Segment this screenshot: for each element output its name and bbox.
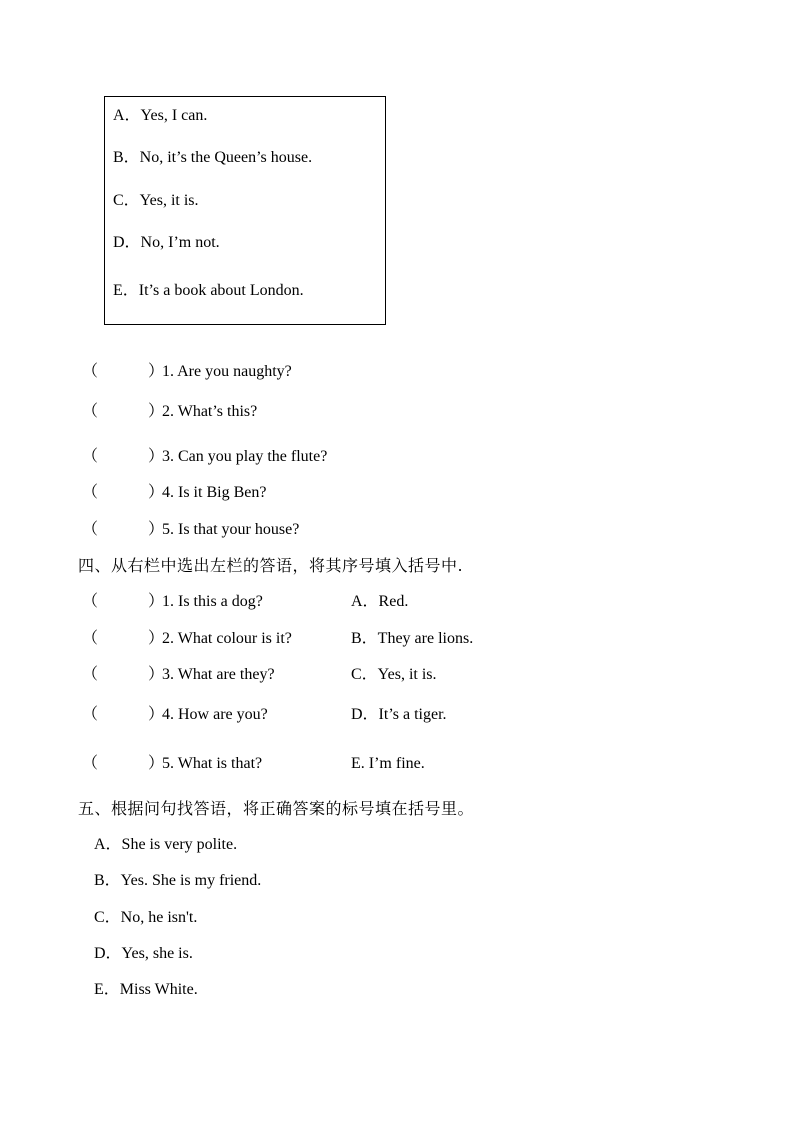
answer-blank-close: ）	[148, 666, 165, 683]
answer-blank-open[interactable]: （	[82, 706, 99, 723]
part4-answer-c: C．Yes, it is.	[351, 666, 437, 683]
answer-blank-close: ）	[148, 403, 165, 420]
part5-option-e: E．Miss White.	[94, 981, 198, 998]
answer-blank-open[interactable]: （	[82, 403, 99, 420]
question-text: 1. Are you naughty?	[162, 363, 292, 380]
part5-option-b: B．Yes. She is my friend.	[94, 872, 262, 889]
part4-answer-b: B．They are lions.	[351, 630, 474, 647]
answer-blank-open[interactable]: （	[82, 755, 99, 772]
part4-question-4	[82, 705, 268, 725]
answer-blank-close: ）	[148, 593, 165, 610]
answer-blank-close: ）	[148, 484, 165, 501]
part5-option-d: D．Yes, she is.	[94, 945, 193, 962]
box-option-b: B．No, it’s the Queen’s house.	[113, 149, 313, 166]
answer-blank-close: ）	[148, 755, 165, 772]
part3-question-1	[82, 362, 292, 382]
answer-blank-open[interactable]: （	[82, 630, 99, 647]
part5-option-a: A．She is very polite.	[94, 836, 238, 853]
question-text: 3. Can you play the flute?	[162, 448, 328, 465]
part4-answer-d: D．It’s a tiger.	[351, 706, 447, 723]
part4-answer-a: A．Red.	[351, 593, 409, 610]
part4-question-2	[82, 629, 292, 649]
part4-question-5	[82, 754, 262, 774]
part4-question-1	[82, 592, 263, 612]
part5-option-c: C．No, he isn't.	[94, 909, 198, 926]
answer-blank-open[interactable]: （	[82, 448, 99, 465]
part3-question-4	[82, 483, 266, 503]
answer-blank-close: ）	[148, 363, 165, 380]
answer-blank-close: ）	[148, 521, 165, 538]
answer-blank-close: ）	[148, 448, 165, 465]
question-text: 2. What colour is it?	[162, 630, 292, 647]
box-option-c: C．Yes, it is.	[113, 192, 199, 209]
question-text: 2. What’s this?	[162, 403, 258, 420]
part3-question-2	[82, 402, 257, 422]
part3-question-5	[82, 520, 299, 540]
part3-question-3	[82, 447, 327, 467]
answer-blank-open[interactable]: （	[82, 363, 99, 380]
box-option-d: D．No, I’m not.	[113, 234, 220, 251]
part4-heading: 四、从右栏中选出左栏的答语，将其序号填入括号中.	[78, 556, 464, 575]
question-text: 5. What is that?	[162, 755, 263, 772]
part5-heading: 五、根据问句找答语，将正确答案的标号填在括号里。	[78, 799, 475, 818]
part4-question-3	[82, 665, 275, 685]
answer-blank-close: ）	[148, 630, 165, 647]
question-text: 4. Is it Big Ben?	[162, 484, 267, 501]
box-option-a: A．Yes, I can.	[113, 107, 208, 124]
answer-blank-open[interactable]: （	[82, 666, 99, 683]
answer-blank-open[interactable]: （	[82, 484, 99, 501]
answer-blank-open[interactable]: （	[82, 593, 99, 610]
question-text: 4. How are you?	[162, 706, 268, 723]
question-text: 3. What are they?	[162, 666, 275, 683]
answer-blank-close: ）	[148, 706, 165, 723]
part4-answer-e: E. I’m fine.	[351, 755, 425, 772]
question-text: 5. Is that your house?	[162, 521, 300, 538]
answer-blank-open[interactable]: （	[82, 521, 99, 538]
answer-options-box	[104, 96, 386, 325]
question-text: 1. Is this a dog?	[162, 593, 263, 610]
box-option-e: E．It’s a book about London.	[113, 282, 304, 299]
